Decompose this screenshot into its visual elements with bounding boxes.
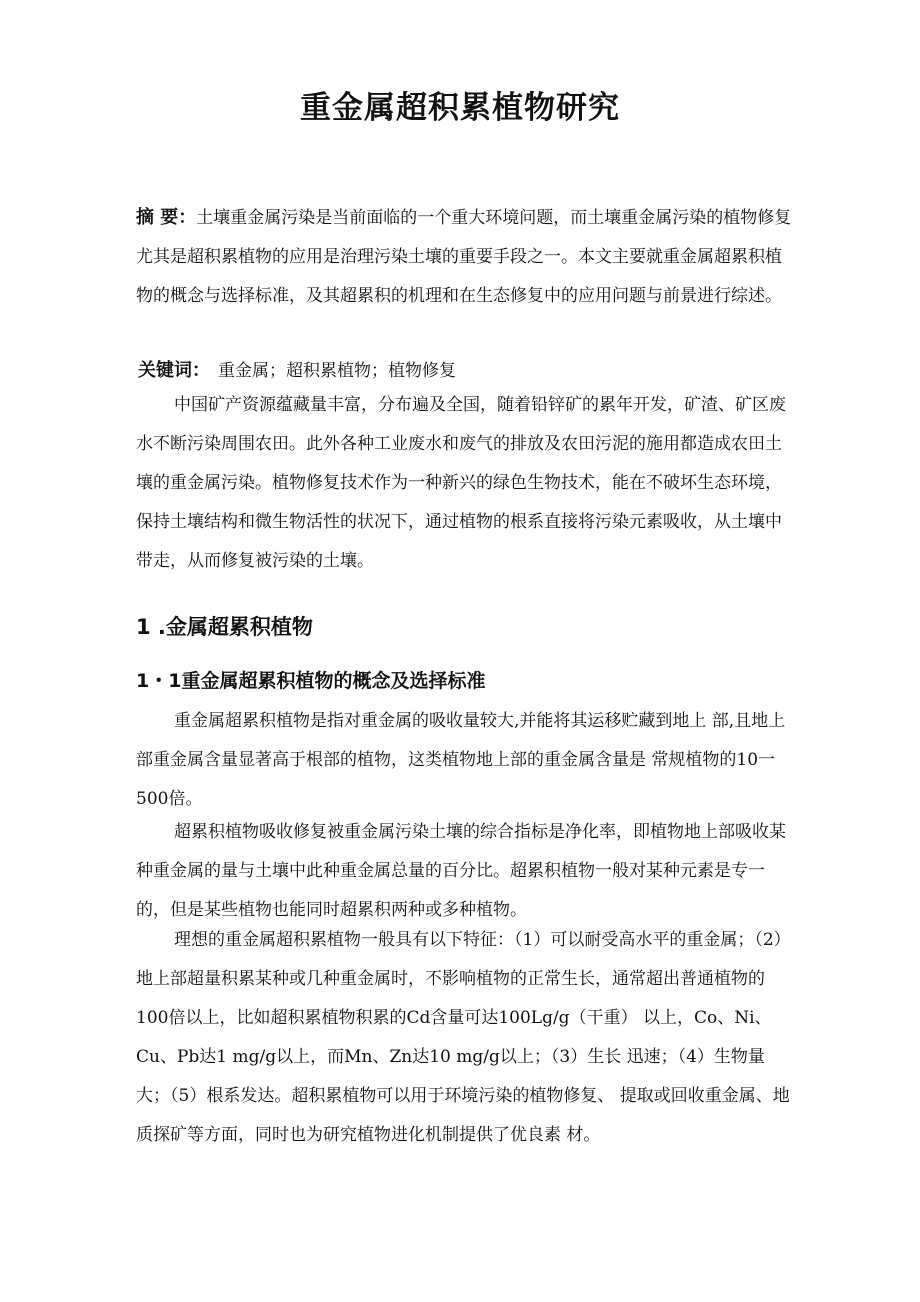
section-heading-1-1: 1・1重金属超累积植物的概念及选择标准	[136, 670, 486, 692]
keywords-label: 关键词：	[138, 360, 210, 381]
document-title: 重金属超积累植物研究	[300, 90, 620, 126]
body-paragraph-2: 超累积植物吸收修复被重金属污染土壤的综合指标是净化率，即植物地上部吸收某种重金属的量与土壤中此种重金属总量的百分比。超累积植物一般对某种元素是专一的，但是某些植物也能同时超累积两种或多种植物。	[136, 822, 786, 920]
section-heading-1: 1 .金属超累积植物	[136, 615, 313, 639]
abstract	[136, 198, 796, 316]
keywords-text: 重金属；超积累植物；植物修复	[218, 361, 456, 381]
abstract-text: 土壤重金属污染是当前面临的一个重大环境问题，而土壤重金属污染的植物修复尤其是超积累植物的应用是治理污染土壤的重要手段之一。本文主要就重金属超累积植物的概念与选择标准，及其超累积的机理和在生态修复中的应用问题与前景进行综述。	[136, 208, 792, 306]
keywords	[138, 351, 798, 391]
body-paragraph-3: 理想的重金属超积累植物一般具有以下特征：（1）可以耐受高水平的重金属；（2）地上部超量积累某种或几种重金属时，不影响植物的正常生长，通常超出普通植物的100倍以上，比如超积累植物积累的Cd含量可达100Lg/g（干重） 以上，Co、Ni、Cu、Pb达1 mg/g以上，而Mn、Zn达10 mg/g以上；（3）生长 迅速；（4）生物量大；（5）根系发达。超积累植物可以用于环境污染的植物修复、 提取或回收重金属、地质探矿等方面，同时也为研究植物进化机制提供了优良素 材。	[136, 930, 791, 1145]
body-paragraph-1: 重金属超累积植物是指对重金属的吸收量较大,并能将其运移贮藏到地上 部,且地上部重金属含量显著高于根部的植物，这类植物地上部的重金属含量是 常规植物的10一 500倍。	[136, 711, 786, 809]
intro-paragraph: 中国矿产资源蕴藏量丰富，分布遍及全国，随着铅锌矿的累年开发，矿渣、矿区废水不断污染周围农田。此外各种工业废水和废气的排放及农田污泥的施用都造成农田土壤的重金属污染。植物修复技术作为一种新兴的绿色生物技术，能在不破坏生态环境，保持土壤结构和微生物活性的状况下，通过植物的根系直接将污染元素吸收，从土壤中带走，从而修复被污染的土壤。	[136, 395, 786, 571]
abstract-label: 摘 要：	[136, 207, 197, 228]
